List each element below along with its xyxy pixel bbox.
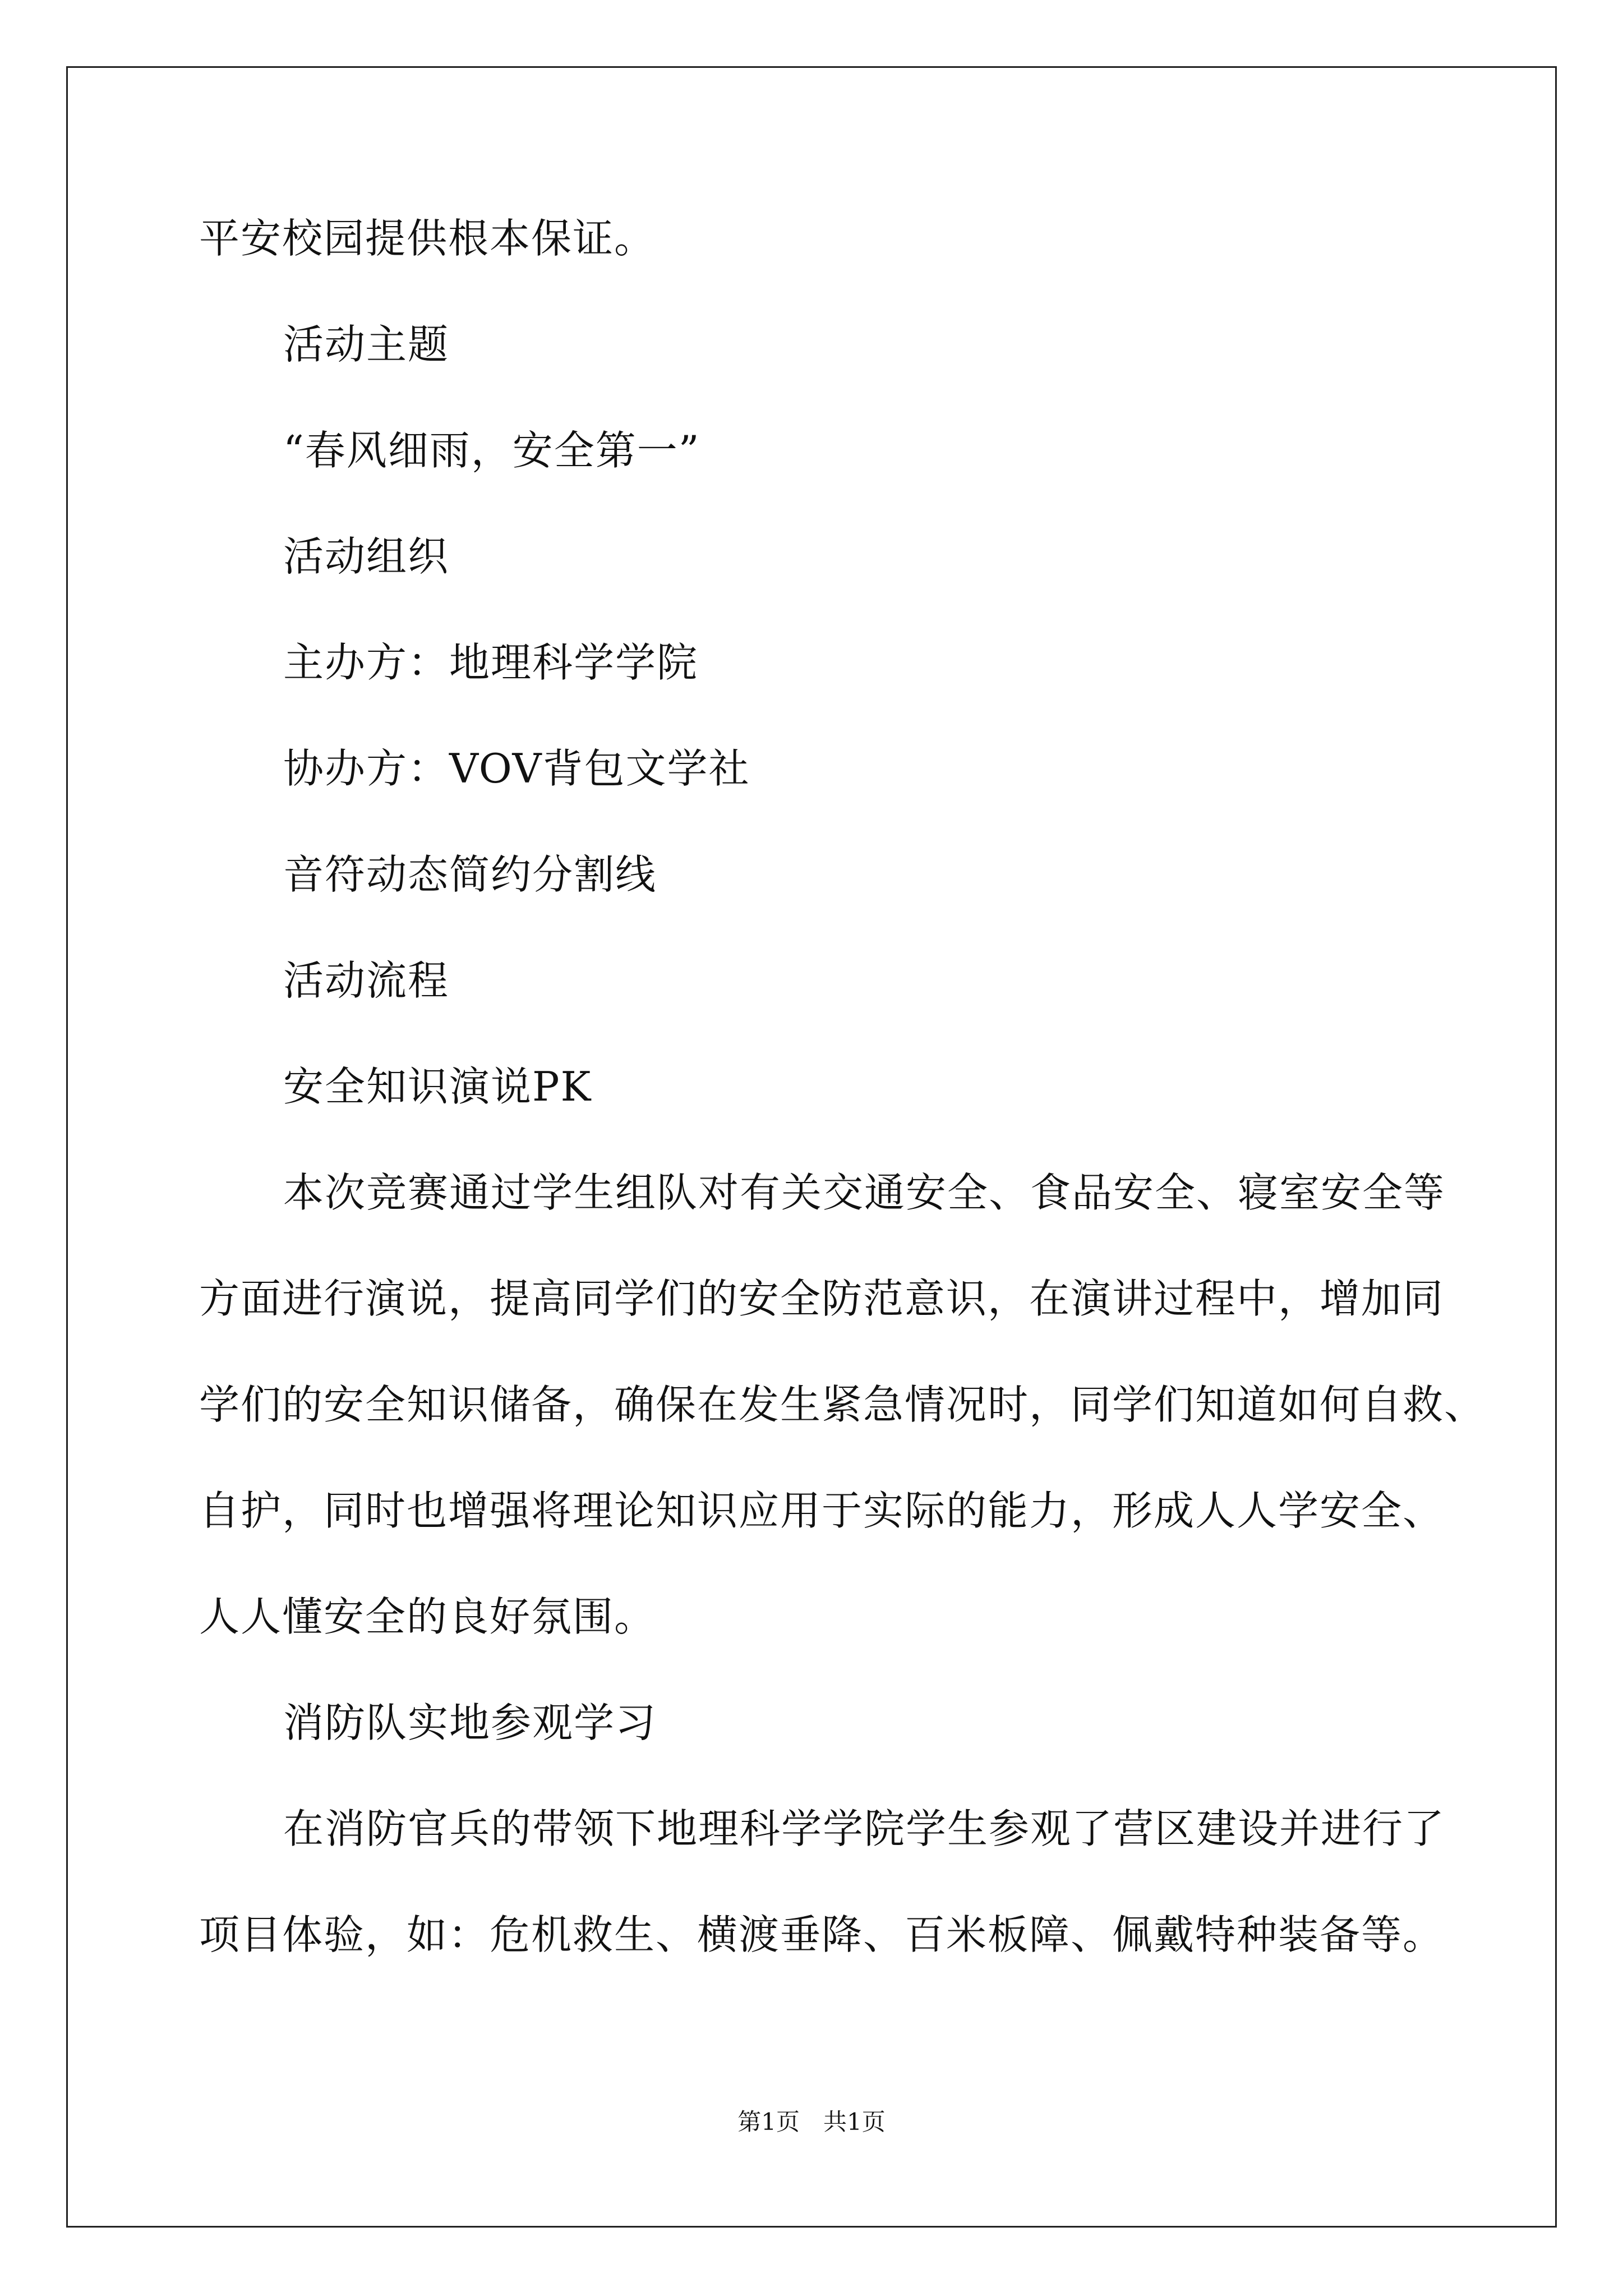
heading-activity-organization: 活动组织 xyxy=(283,533,450,580)
subheading-speech-pk: 安全知识演说PK xyxy=(283,1063,592,1110)
paragraph-line: 项目体验，如：危机救生、横渡垂降、百米板障、佩戴特种装备等。 xyxy=(199,1911,1445,1958)
organizer-line: 主办方：地理科学学院 xyxy=(283,639,699,686)
paragraph-line: 平安校园提供根本保证。 xyxy=(199,215,656,262)
paragraph-line: 本次竞赛通过学生组队对有关交通安全、食品安全、寝室安全等 xyxy=(283,1169,1446,1216)
divider-caption: 音符动态简约分割线 xyxy=(283,851,657,898)
heading-activity-theme: 活动主题 xyxy=(283,321,450,368)
paragraph-line: 方面进行演说，提高同学们的安全防范意识，在演讲过程中，增加同 xyxy=(199,1275,1445,1322)
paragraph-line: 学们的安全知识储备，确保在发生紧急情况时，同学们知道如何自救、 xyxy=(199,1381,1486,1428)
paragraph-line: 人人懂安全的良好氛围。 xyxy=(199,1593,656,1640)
subheading-fire-station-visit: 消防队实地参观学习 xyxy=(283,1699,657,1746)
heading-activity-process: 活动流程 xyxy=(283,957,450,1004)
page-number-footer: 第1页 共1页 xyxy=(737,2108,886,2136)
paragraph-line: 自护，同时也增强将理论知识应用于实际的能力，形成人人学安全、 xyxy=(199,1487,1445,1534)
theme-slogan: “春风细雨，安全第一” xyxy=(283,427,700,474)
co-organizer-line: 协办方：VOV背包文学社 xyxy=(283,745,750,792)
page-border xyxy=(66,66,1557,2228)
paragraph-line: 在消防官兵的带领下地理科学学院学生参观了营区建设并进行了 xyxy=(283,1805,1446,1852)
